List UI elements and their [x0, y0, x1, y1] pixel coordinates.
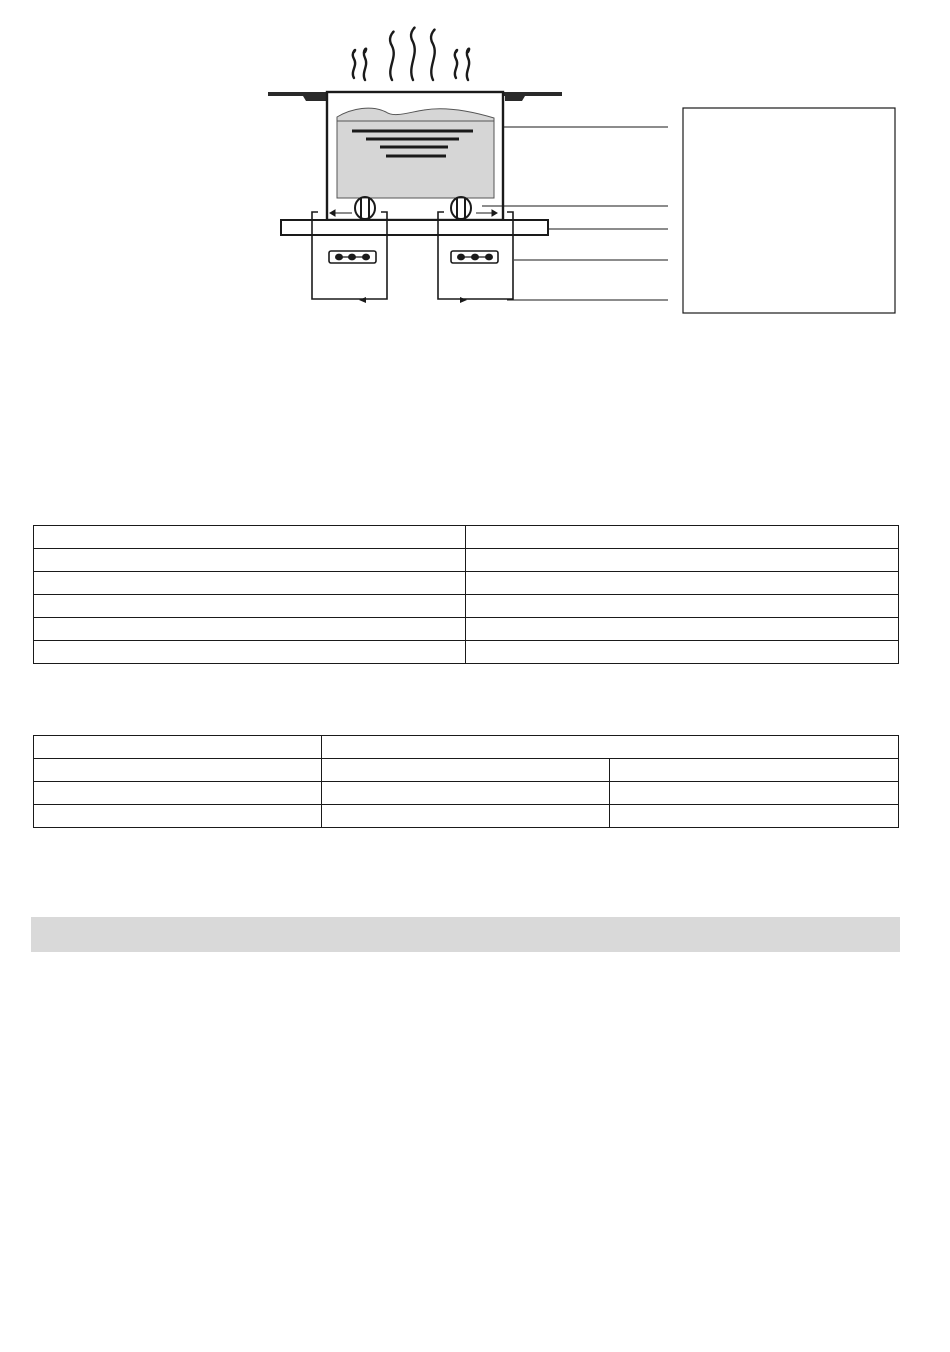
- table-cell: [34, 526, 466, 549]
- steam-icon: [353, 28, 469, 80]
- table-cell: [466, 572, 899, 595]
- table-cell: [466, 549, 899, 572]
- table-row: [34, 782, 899, 805]
- table-cell: [34, 782, 322, 805]
- table-row: [34, 526, 899, 549]
- table-cell: [466, 595, 899, 618]
- table-row: [34, 618, 899, 641]
- table-header-cell: [34, 736, 322, 759]
- table-cell: [34, 618, 466, 641]
- section-heading-band: [31, 917, 900, 952]
- table-cell: [466, 641, 899, 664]
- table-1: [33, 525, 899, 664]
- table-cell: [322, 782, 610, 805]
- table-cell: [466, 526, 899, 549]
- table-row: [34, 572, 899, 595]
- table-cell: [610, 759, 899, 782]
- table-header-cell: [322, 736, 899, 759]
- table-cell: [322, 759, 610, 782]
- table-row: [34, 759, 899, 782]
- table-header-row: [34, 736, 899, 759]
- table-cell: [34, 805, 322, 828]
- table-cell: [34, 549, 466, 572]
- table-2: [33, 735, 899, 828]
- table-cell: [34, 641, 466, 664]
- table-row: [34, 641, 899, 664]
- table-cell: [610, 782, 899, 805]
- table-cell: [610, 805, 899, 828]
- table-cell: [322, 805, 610, 828]
- table-cell: [34, 759, 322, 782]
- table-row: [34, 805, 899, 828]
- table-row: [34, 549, 899, 572]
- table-cell: [466, 618, 899, 641]
- table-cell: [34, 595, 466, 618]
- support-shelf: [281, 220, 548, 235]
- leader-lines: [482, 127, 668, 300]
- table-cell: [34, 572, 466, 595]
- table-row: [34, 595, 899, 618]
- callout-box: [683, 108, 895, 313]
- heating-diagram: [0, 0, 950, 340]
- vessel: [327, 92, 503, 220]
